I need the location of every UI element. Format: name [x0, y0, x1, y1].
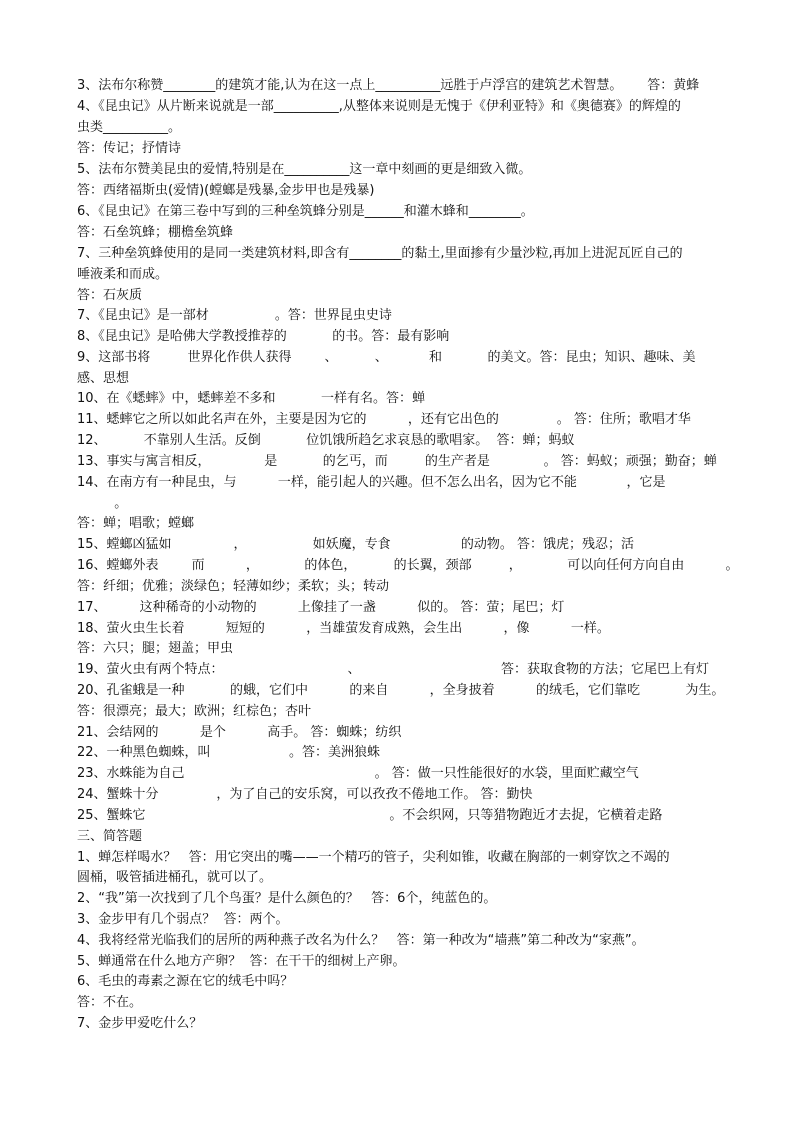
- text-line: 感、思想: [77, 371, 130, 386]
- text-line: 13、事实与寓言相反， 是 的乞丐，而 的生产者是 。 答：蚂蚁；顽强；勤奋；蝉: [77, 454, 717, 469]
- text-line: 唾液柔和而成。: [77, 267, 169, 282]
- text-line: 7、三种垒筑蜂使用的是同一类建筑材料,即含有________的黏土,里面掺有少量沙粒,再加上进泥瓦匠自己的: [77, 246, 683, 261]
- text-line: 14、在南方有一种昆虫，与 一样，能引起人的兴趣。但不怎么出名，因为它不能 ，它是: [77, 475, 666, 490]
- text-line: 答：西绪福斯虫(爱情)(螳螂是残暴,金步甲也是残暴): [77, 183, 375, 198]
- text-line: 20、孔雀蛾是一种 的蛾，它们中 的来自 ，全身披着 的绒毛，它们靠吃 为生。: [77, 683, 725, 698]
- text-line: 5、蝉通常在什么地方产卵？ 答：在干干的细树上产卵。: [77, 954, 406, 969]
- text-line: 。: [77, 496, 128, 511]
- text-line: 18、萤火虫生长着 短短的 ，当雄萤发育成熟，会生出 ，像 一样。: [77, 621, 610, 636]
- text-line: 答：蝉；唱歌；螳螂: [77, 516, 195, 531]
- text-line: 答：不在。: [77, 995, 143, 1010]
- text-line: 17、 这种稀奇的小动物的 上像挂了一盏 似的。 答：萤；尾巴；灯: [77, 600, 565, 615]
- text-line: 答：石垒筑蜂；棚檐垒筑蜂: [77, 225, 234, 240]
- text-line: 答：很漂亮；最大；欧洲；红棕色；杏叶: [77, 704, 312, 719]
- text-line: 16、螳螂外表 而 ， 的体色， 的长翼，颈部 ， 可以向任何方向自由 。: [77, 558, 739, 573]
- text-line: 答：纤细；优雅；淡绿色；轻薄如纱；柔软；头；转动: [77, 579, 390, 594]
- text-line: 11、蟋蟀它之所以如此名声在外，主要是因为它的 ，还有它出色的 。 答：住所；歌唱才华: [77, 412, 691, 427]
- text-line: 9、这部书将 世界化作供人获得 、 、 和 的美文。答：昆虫；知识、趣味、美: [77, 350, 696, 365]
- text-line: 3、法布尔称赞________的建筑才能,认为在这一点上__________远胜于卢浮宫的建筑艺术智慧。 答：黄蜂: [77, 78, 700, 93]
- text-line: 10、在《蟋蟀》中，蟋蟀差不多和 一样有名。答：蝉: [77, 391, 425, 406]
- text-line: 24、蟹蛛十分 ，为了自己的安乐窝，可以孜孜不倦地工作。 答：勤快: [77, 787, 533, 802]
- text-line: 15、螳螂凶猛如 ， 如妖魔，专食 的动物。 答：饿虎；残忍；活: [77, 537, 635, 552]
- text-line: 7、金步甲爱吃什么？: [77, 1016, 203, 1031]
- text-line: 7、《昆虫记》是一部材 。答：世界昆虫史诗: [77, 308, 392, 323]
- text-line: 8、《昆虫记》是哈佛大学教授推荐的 的书。答：最有影响: [77, 329, 450, 344]
- text-line: 圆桶，吸管插进桶孔，就可以了。: [77, 870, 273, 885]
- text-line: 21、会结网的 是个 高手。 答：蜘蛛；纺织: [77, 725, 402, 740]
- text-line: 2、“我”第一次找到了几个鸟蛋？是什么颜色的？ 答：6个，纯蓝色的。: [77, 891, 497, 906]
- text-line: 6、《昆虫记》在第三卷中写到的三种垒筑蜂分别是______和灌木蜂和________。: [77, 204, 534, 219]
- text-line: 23、水蛛能为自己 。 答：做一只性能很好的水袋，里面贮藏空气: [77, 766, 639, 781]
- text-line: 22、一种黑色蜘蛛，叫 。答：美洲狼蛛: [77, 745, 381, 760]
- text-line: 1、蝉怎样喝水？ 答：用它突出的嘴——一个精巧的管子，尖利如锥，收藏在胸部的一刺穿饮之不竭的: [77, 850, 670, 865]
- text-line: 答：传记；抒情诗: [77, 141, 182, 156]
- text-line: 4、《昆虫记》从片断来说就是一部__________,从整体来说则是无愧于《伊利亚特》和《奥德赛》的辉煌的: [77, 99, 681, 114]
- text-line: 25、蟹蛛它 。不会织网，只等猎物跑近才去捉，它横着走路: [77, 808, 663, 823]
- text-line: 6、毛虫的毒素之源在它的绒毛中吗？: [77, 974, 294, 989]
- text-line: 答：六只；腿；翅盖；甲虫: [77, 641, 234, 656]
- text-line: 12、 不靠别人生活。反倒 位饥饿所趋乞求哀恳的歌唱家。 答：蝉；蚂蚁: [77, 433, 575, 448]
- text-line: 5、法布尔赞美昆虫的爱情,特别是在__________这一章中刻画的更是细致入微。: [77, 162, 532, 177]
- text-line: 3、金步甲有几个弱点？ 答：两个。: [77, 912, 289, 927]
- text-line: 虫类__________。: [77, 120, 182, 135]
- section-heading: 三、简答题: [77, 829, 143, 844]
- text-line: 4、我将经常光临我们的居所的两种燕子改名为什么？ 答：第一种改为“墙燕”第二种改为“家燕”。: [77, 933, 645, 948]
- text-line: 19、萤火虫有两个特点： 、 答：获取食物的方法；它尾巴上有灯: [77, 662, 710, 677]
- text-line: 答：石灰质: [77, 288, 143, 303]
